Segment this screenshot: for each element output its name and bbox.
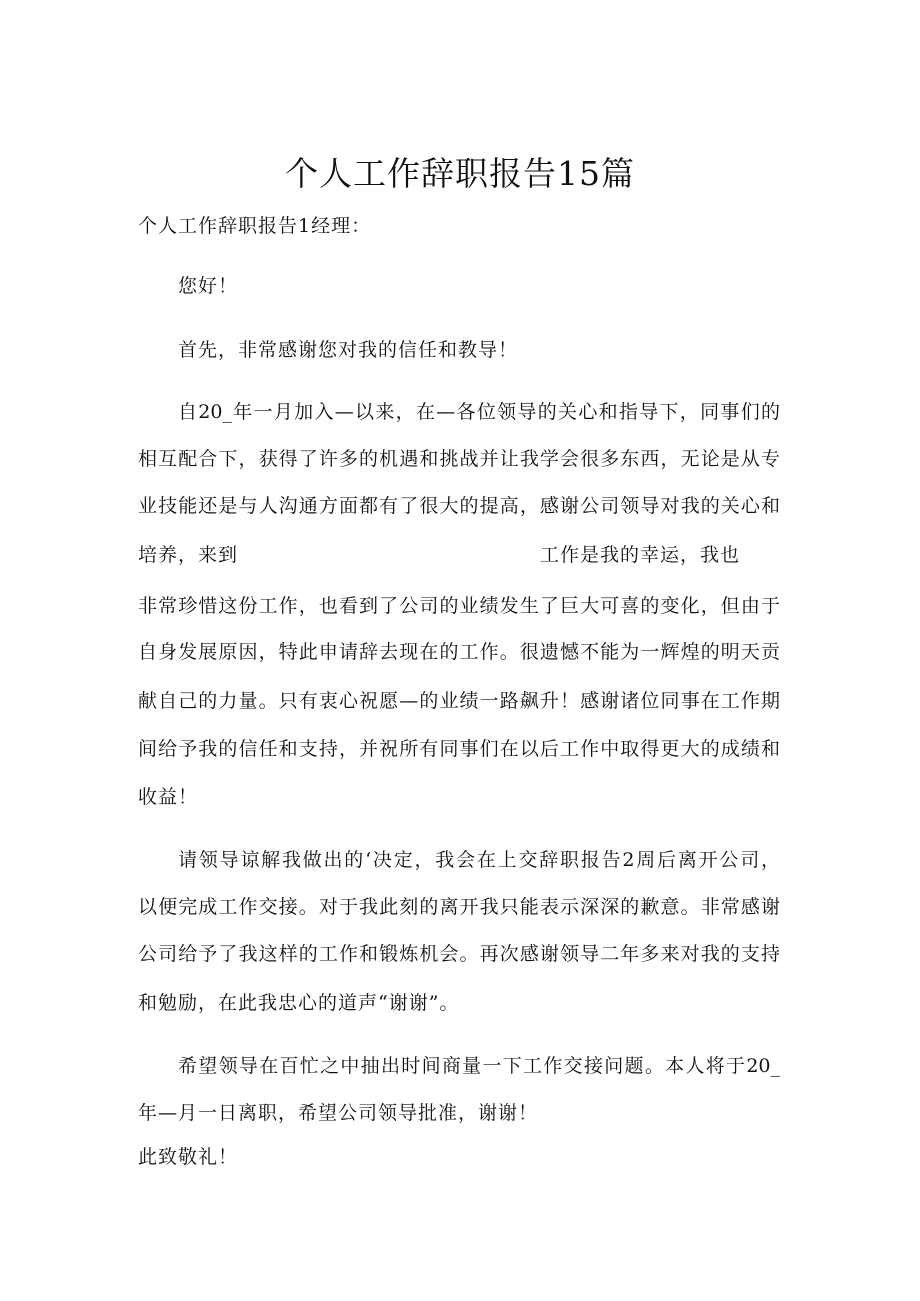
paragraph-2-line-3: 公司给予了我这样的工作和锻炼机会。再次感谢领导二年多来对我的支持 <box>138 943 780 965</box>
closing-line: 此致敬礼！ <box>138 1146 239 1168</box>
paragraph-2-line-4: 和勉励，在此我忠心的道声“谢谢”。 <box>138 992 460 1014</box>
paragraph-1-line-9: 收益！ <box>138 786 199 808</box>
paragraph-1-line-3: 业技能还是与人沟通方面都有了很大的提高，感谢公司领导对我的关心和 <box>138 495 780 517</box>
paragraph-1-line-1: 自20_年一月加入—以来，在—各位领导的关心和指导下，同事们的 <box>178 401 780 423</box>
paragraph-1-line-2: 相互配合下，获得了许多的机遇和挑战并让我学会很多东西，无论是从专 <box>138 448 780 470</box>
paragraph-3-line-1: 希望领导在百忙之中抽出时间商量一下工作交接问题。本人将于20_ <box>178 1055 780 1077</box>
paragraph-1-line-7: 献自己的力量。只有衷心祝愿—的业绩一路飙升！感谢诸位同事在工作期 <box>138 690 780 712</box>
heading-line: 个人工作辞职报告1经理： <box>138 215 372 237</box>
greeting: 您好！ <box>178 275 239 297</box>
paragraph-1-line-4-left: 培养，来到 <box>138 544 239 566</box>
thanks-line: 首先，非常感谢您对我的信任和教导！ <box>178 339 519 361</box>
document-title: 个人工作辞职报告15篇 <box>285 154 635 193</box>
paragraph-1-line-5: 非常珍惜这份工作，也看到了公司的业绩发生了巨大可喜的变化，但由于 <box>138 595 780 617</box>
paragraph-2-line-2: 以便完成工作交接。对于我此刻的离开我只能表示深深的歉意。非常感谢 <box>138 896 780 918</box>
paragraph-1-line-8: 间给予我的信任和支持，并祝所有同事们在以后工作中取得更大的成绩和 <box>138 738 780 760</box>
paragraph-2-line-1: 请领导谅解我做出的‘决定，我会在上交辞职报告2周后离开公司， <box>178 849 780 871</box>
paragraph-1-line-6: 自身发展原因，特此申请辞去现在的工作。很遗憾不能为一辉煌的明天贡 <box>138 641 780 663</box>
paragraph-3-line-2: 年—月一日离职，希望公司领导批准，谢谢！ <box>138 1102 539 1124</box>
paragraph-1-line-4-right: 工作是我的幸运，我也 <box>540 544 741 566</box>
